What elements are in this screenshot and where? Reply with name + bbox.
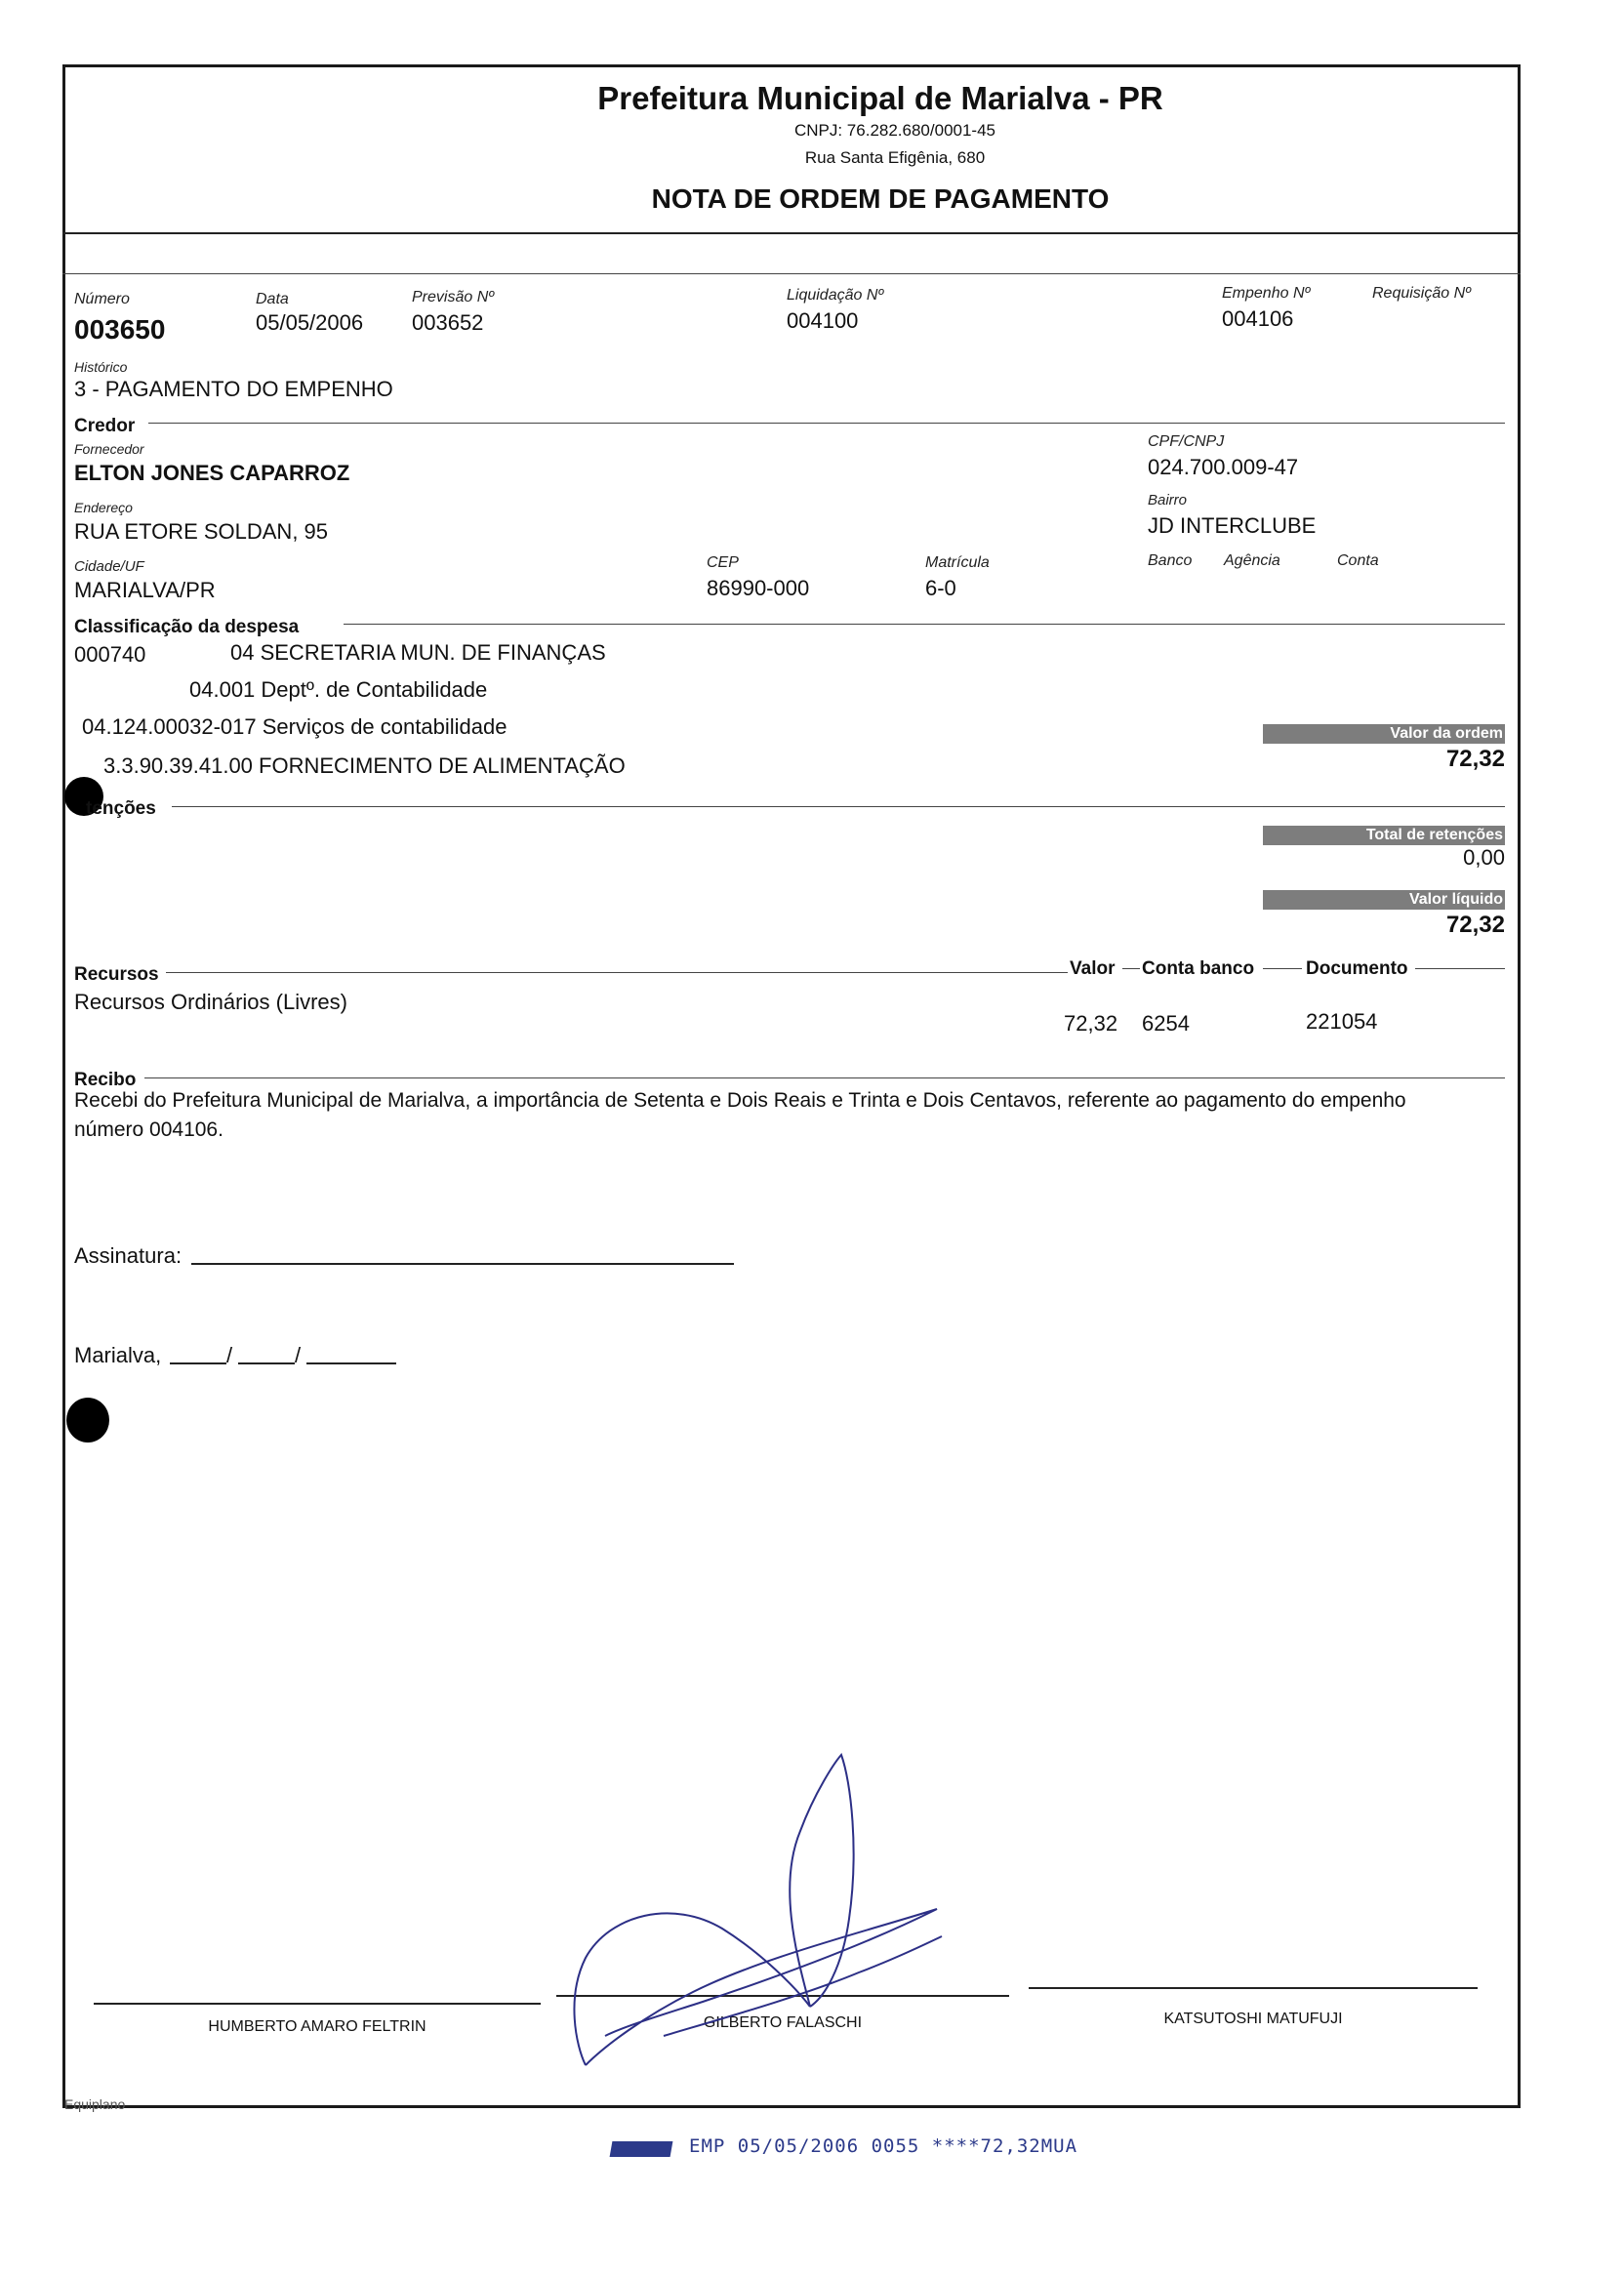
local-label: Marialva, bbox=[74, 1343, 162, 1367]
signature-name-1: HUMBERTO AMARO FELTRIN bbox=[208, 2018, 426, 2035]
cidade-value: MARIALVA/PR bbox=[74, 578, 216, 602]
assinatura-label: Assinatura: bbox=[74, 1243, 183, 1268]
date-line-month bbox=[238, 1362, 295, 1364]
recursos-conta: 6254 bbox=[1142, 1011, 1190, 1036]
header-divider-2 bbox=[62, 273, 1521, 274]
classificacao-line3: 04.124.00032-017 Serviços de contabilidade bbox=[82, 714, 508, 739]
classificacao-code: 000740 bbox=[74, 642, 146, 667]
cep-value: 86990-000 bbox=[707, 576, 810, 600]
agencia-label: Agência bbox=[1224, 552, 1280, 569]
valor-liquido-value: 72,32 bbox=[1445, 912, 1505, 938]
recursos-conta-label: Conta banco bbox=[1142, 958, 1255, 979]
banco-label: Banco bbox=[1148, 552, 1193, 569]
numero-value: 003650 bbox=[74, 314, 166, 345]
endereco-value: RUA ETORE SOLDAN, 95 bbox=[74, 519, 329, 544]
numero-label: Número bbox=[74, 291, 130, 307]
recursos-item: Recursos Ordinários (Livres) bbox=[74, 990, 347, 1014]
recibo-divider bbox=[144, 1077, 1505, 1078]
historico-value: 3 - PAGAMENTO DO EMPENHO bbox=[74, 377, 393, 401]
matricula-label: Matrícula bbox=[925, 554, 990, 571]
requisicao-label: Requisição Nº bbox=[1372, 285, 1471, 302]
data-value: 05/05/2006 bbox=[256, 310, 364, 335]
handwritten-signature bbox=[566, 1753, 1035, 2075]
bairro-value: JD INTERCLUBE bbox=[1148, 513, 1317, 538]
date-line-day bbox=[170, 1362, 226, 1364]
total-retencoes-bar: Total de retenções bbox=[1263, 826, 1505, 845]
assinatura-line bbox=[191, 1263, 734, 1265]
previsao-value: 003652 bbox=[412, 310, 484, 335]
recursos-valor-label: Valor bbox=[1070, 958, 1116, 979]
page-title: Prefeitura Municipal de Marialva - PR bbox=[597, 80, 1163, 116]
header-cnpj: CNPJ: 76.282.680/0001-45 bbox=[793, 121, 996, 140]
header-address: Rua Santa Efigênia, 680 bbox=[804, 148, 986, 167]
recursos-valor: 72,32 bbox=[1064, 1011, 1118, 1036]
fornecedor-value: ELTON JONES CAPARROZ bbox=[74, 461, 350, 485]
credor-section: Credor bbox=[74, 416, 136, 436]
bank-stamp: EMP 05/05/2006 0055 ****72,32MUA bbox=[689, 2135, 1078, 2157]
date-slash-1: / bbox=[226, 1343, 233, 1367]
signature-name-3: KATSUTOSHI MATUFUJI bbox=[1163, 2011, 1343, 2027]
recursos-divider-3 bbox=[1263, 968, 1302, 969]
valor-ordem-value: 72,32 bbox=[1445, 746, 1505, 772]
credor-divider bbox=[148, 423, 1505, 424]
cidade-label: Cidade/UF bbox=[74, 558, 144, 575]
liquidacao-value: 004100 bbox=[787, 308, 859, 333]
conta-label: Conta bbox=[1337, 552, 1379, 569]
fornecedor-label: Fornecedor bbox=[74, 441, 144, 457]
cep-label: CEP bbox=[707, 554, 739, 571]
bairro-label: Bairro bbox=[1148, 492, 1188, 508]
recursos-documento-label: Documento bbox=[1306, 958, 1408, 979]
signature-line-1 bbox=[94, 2003, 541, 2005]
empenho-label: Empenho Nº bbox=[1222, 285, 1311, 302]
recursos-divider-4 bbox=[1415, 968, 1505, 969]
retencoes-divider bbox=[172, 806, 1505, 807]
software-label: Equiplano bbox=[64, 2096, 126, 2112]
cpf-label: CPF/CNPJ bbox=[1148, 433, 1225, 450]
document-title: NOTA DE ORDEM DE PAGAMENTO bbox=[651, 183, 1110, 214]
bank-stamp-logo bbox=[610, 2141, 673, 2157]
recibo-text-2: número 004106. bbox=[74, 1118, 223, 1141]
valor-liquido-bar: Valor líquido bbox=[1263, 890, 1505, 910]
retencoes-section: tenções bbox=[86, 798, 156, 819]
classificacao-section: Classificação da despesa bbox=[74, 617, 300, 637]
punch-hole-2 bbox=[66, 1398, 109, 1443]
recibo-section: Recibo bbox=[74, 1070, 137, 1090]
recursos-divider-2 bbox=[1122, 968, 1140, 969]
recursos-divider-1 bbox=[166, 972, 1068, 973]
total-retencoes-value: 0,00 bbox=[1463, 845, 1505, 870]
valor-ordem-bar: Valor da ordem bbox=[1263, 724, 1505, 744]
endereco-label: Endereço bbox=[74, 500, 133, 515]
cpf-value: 024.700.009-47 bbox=[1148, 455, 1299, 479]
empenho-value: 004106 bbox=[1222, 306, 1294, 331]
classificacao-line1: 04 SECRETARIA MUN. DE FINANÇAS bbox=[230, 640, 606, 665]
liquidacao-label: Liquidação Nº bbox=[787, 287, 884, 304]
classificacao-line2: 04.001 Deptº. de Contabilidade bbox=[189, 677, 488, 702]
recursos-documento: 221054 bbox=[1306, 1009, 1378, 1034]
date-line-year bbox=[306, 1362, 396, 1364]
classificacao-line4: 3.3.90.39.41.00 FORNECIMENTO DE ALIMENTAÇÃO bbox=[103, 753, 626, 778]
classificacao-divider bbox=[344, 624, 1505, 625]
recursos-section: Recursos bbox=[74, 964, 159, 985]
date-slash-2: / bbox=[295, 1343, 302, 1367]
signature-line-3 bbox=[1029, 1987, 1478, 1989]
data-label: Data bbox=[256, 291, 289, 307]
previsao-label: Previsão Nº bbox=[412, 289, 495, 305]
recibo-text-1: Recebi do Prefeitura Municipal de Marialva, a importância de Setenta e Dois Reais e Trinta e Dois Centavos, referente ao pagamento do empenho bbox=[74, 1089, 1406, 1112]
historico-label: Histórico bbox=[74, 359, 128, 375]
matricula-value: 6-0 bbox=[925, 576, 956, 600]
header-divider bbox=[62, 232, 1521, 234]
signature-name-2: GILBERTO FALASCHI bbox=[703, 2014, 863, 2031]
